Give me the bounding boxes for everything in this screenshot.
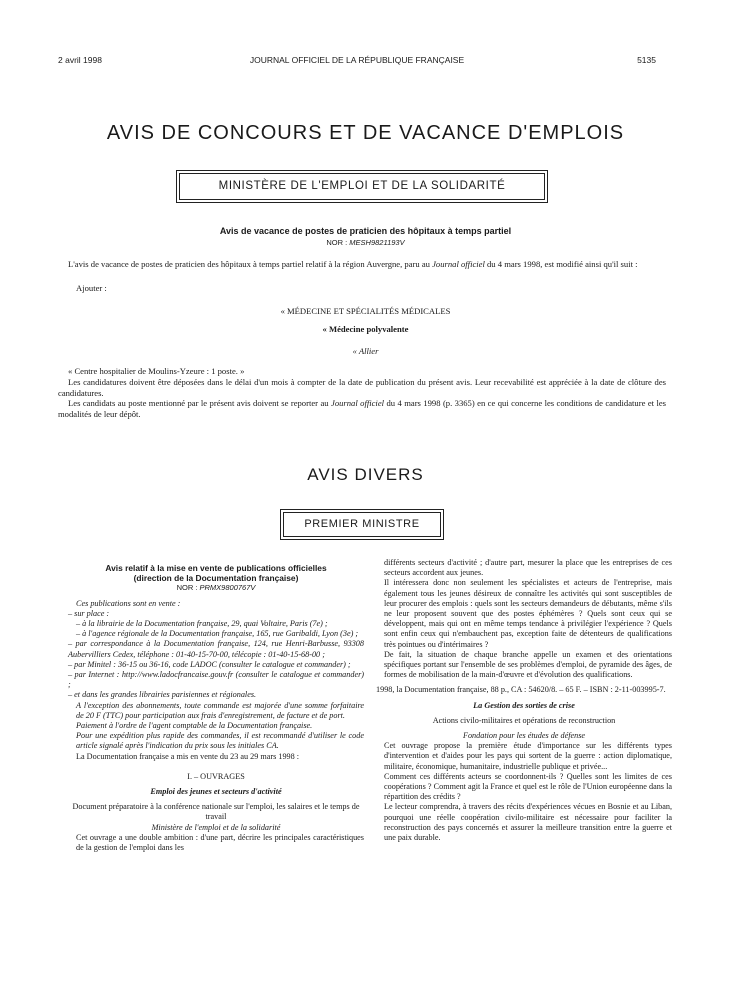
list-item: A l'exception des abonnements, toute commande est majorée d'une somme forfaitaire de 20 F (TTC) pour participation aux frais d'enregistrement, de facture et de port.	[76, 700, 364, 720]
list-item: Paiement à l'ordre de l'agent comptable de la Documentation française.	[76, 721, 313, 731]
cand-text-a: Les candidats au poste mentionné par le présent avis doivent se reporter au	[68, 398, 331, 408]
intro-text-b: du 4 mars 1998, est modifié ainsi qu'il suit :	[484, 259, 638, 269]
nor-label: NOR :	[326, 238, 350, 247]
paragraph: différents secteurs d'activité ; d'autre part, mesurer la place que les entreprises de ces secteurs accordent aux jeunes.	[384, 558, 672, 578]
right-column	[376, 558, 672, 843]
left-column	[68, 563, 364, 853]
publications-nor	[68, 583, 364, 593]
paragraph: Comment ces différents acteurs se coordonnent-ils ? Quelles sont les limites de ces coopérations ? Comment agit la France et quel est le rôle de l'Union européenne dans la répartition des crédits ?	[384, 771, 672, 802]
paragraph: Cet ouvrage propose la première étude d'importance sur les différents types d'intervention et d'aides pour les pays qui sortent de la guerre : action diplomatique, militaire, économique, humanitaire, industrielle publique et privée...	[384, 741, 672, 771]
candidatures-paragraph: Les candidatures doivent être déposées dans le délai d'un mois à compter de la date de publication du présent avis. Leur recevabilité est appréciée à la date de clôture des candidatures.	[58, 377, 666, 398]
list-item: Pour une expédition plus rapide des commandes, il est recommandé d'utiliser le code article signalé après l'indication du prix sous les initiales CA.	[76, 731, 364, 751]
paragraph: De fait, la situation de chaque branche appelle un examen et des orientations spécifiques portant sur l'ensemble de ses problèmes d'emploi, de pyramide des âges, de formes de mobilisation de la main-d'œuvre et d'évolution des qualifications.	[384, 649, 672, 680]
list-item: – à l'agence régionale de la Documentation française, 165, rue Garibaldi, Lyon (3e) ;	[76, 629, 359, 639]
emploi-title: Emploi des jeunes et secteurs d'activité	[150, 787, 282, 797]
candidats-paragraph	[58, 398, 666, 419]
list-item: – et dans les grandes librairies parisiennes et régionales.	[68, 690, 257, 700]
list-item: – par Internet : http://www.ladocfrancaise.gouv.fr (consulter le catalogue et commander) ;	[68, 670, 364, 690]
emploi-text: Cet ouvrage a une double ambition : d'une part, décrire les principales caractéristiques de la gestion de l'emploi dans les	[76, 832, 364, 853]
list-item: Ces publications sont en vente :	[76, 598, 181, 608]
header-date: 2 avril 1998	[58, 55, 102, 65]
region-heading: « Allier	[352, 346, 379, 356]
page-header	[58, 55, 656, 69]
ministry-heading-box: MINISTÈRE DE L'EMPLOI ET DE LA SOLIDARITÉ	[179, 173, 545, 200]
header-page-number: 5135	[637, 55, 656, 65]
crise-title: La Gestion des sorties de crise	[473, 700, 575, 710]
list-item: La Documentation française a mis en vente du 23 au 29 mars 1998 :	[76, 751, 300, 761]
ouvrages-heading: I. – OUVRAGES	[187, 771, 245, 781]
avis-intro-paragraph	[58, 259, 666, 270]
list-item: – sur place :	[68, 608, 110, 618]
emploi-ministere: Ministère de l'emploi et de la solidarité	[151, 822, 281, 832]
intro-journal-ref: Journal officiel	[432, 259, 485, 269]
avis-title: Avis de vacance de postes de praticien des hôpitaux à temps partiel	[219, 226, 512, 236]
intro-text-a: L'avis de vacance de postes de praticien des hôpitaux à temps partiel relatif à la région Auvergne, paru au	[68, 259, 433, 269]
emploi-description: Document préparatoire à la conférence nationale sur l'emploi, les salaires et le temps de travail	[72, 802, 360, 822]
publications-avis-title: Avis relatif à la mise en vente de publications officielles	[105, 563, 327, 573]
header-journal-title: JOURNAL OFFICIEL DE LA RÉPUBLIQUE FRANÇAISE	[249, 55, 465, 65]
nor-code: MESH9821193V	[349, 238, 405, 247]
list-item: – par correspondance à la Documentation française, 124, rue Henri-Barbusse, 93308 Aubervilliers Cedex, téléphone : 01-40-15-70-00, télécopie : 01-40-15-68-00 ;	[68, 639, 364, 659]
nor-code: PRMX9800767V	[199, 583, 256, 593]
nor-label: NOR :	[176, 583, 200, 593]
section-title-concours: AVIS DE CONCOURS ET DE VACANCE D'EMPLOIS	[106, 122, 625, 144]
cand-journal-ref: Journal officiel	[331, 398, 385, 408]
cand-text-b: du 4 mars 1998 (p. 3365) en ce qui concerne les conditions de candidature et les modalités de leur dépôt.	[58, 398, 666, 419]
paragraph: Il intéressera donc non seulement les spécialistes et acteurs de l'entreprise, mais également tous les jeunes désireux de connaître les activités qui sont susceptibles de leur procurer des emplois : quels sont les secteurs demandeurs de débutants, même s'ils ne leur proposent souvent que des postes éphémères ? Quels sont ceux qui se développent, mais qui ont en même temps tendance à privilégier l'expérience ? Quels sont enfin ceux qui n'embauchent pas, exception faite de détenteurs de qualifications très pointues ou d'intérimaires ?	[384, 578, 672, 649]
list-item: – par Minitel : 36-15 ou 36-16, code LADOC (consulter le catalogue et commander) ;	[68, 659, 351, 669]
avis-nor	[0, 238, 731, 247]
premier-ministre-box: PREMIER MINISTRE	[283, 512, 441, 537]
section-title-divers: AVIS DIVERS	[307, 465, 424, 484]
crise-subtitle: Actions civilo-militaires et opérations de reconstruction	[432, 715, 616, 725]
list-item: – à la librairie de la Documentation française, 29, quai Voltaire, Paris (7e) ;	[76, 619, 328, 629]
paragraph: Le lecteur comprendra, à travers des récits d'expériences vécues en Bosnie et au Liban, pourquoi une réelle coopération civilo-militaire est nécessaire pour faciliter la reconstruction des pays concernés et assurer la meilleure transition entre la guerre et une paix durable.	[384, 802, 672, 843]
poste-line: « Centre hospitalier de Moulins-Yzeure : 1 poste. »	[68, 366, 245, 376]
ajouter-label: Ajouter :	[76, 283, 107, 293]
reference-line: 1998, la Documentation française, 88 p., CA : 54620/8. – 65 F. – ISBN : 2-11-003995-7.	[376, 685, 666, 695]
specialty-heading: « MÉDECINE ET SPÉCIALITÉS MÉDICALES	[280, 306, 451, 316]
publications-avis-subtitle: (direction de la Documentation française)	[133, 573, 299, 584]
crise-fondation: Fondation pour les études de défense	[462, 731, 586, 741]
specialty-subheading: « Médecine polyvalente	[322, 324, 409, 334]
